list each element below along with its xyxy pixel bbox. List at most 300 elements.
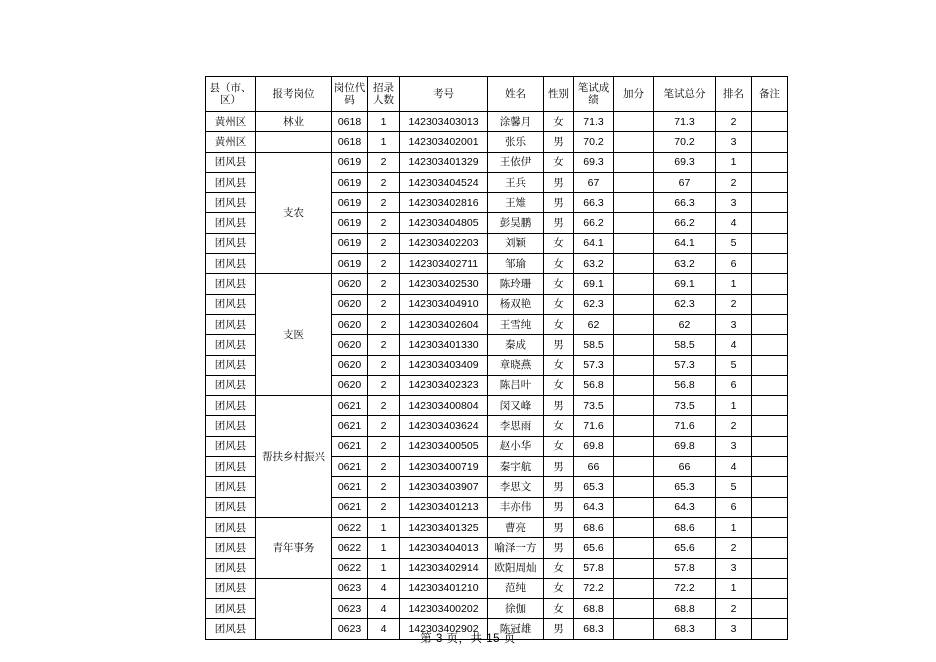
cell-total-score: 64.1 xyxy=(654,233,716,253)
cell-quota: 4 xyxy=(368,619,400,639)
cell-written-score: 65.6 xyxy=(574,538,614,558)
cell-bonus xyxy=(614,497,654,517)
column-header-remark: 备注 xyxy=(752,77,788,112)
cell-county: 团风县 xyxy=(206,233,256,253)
cell-post-code: 0621 xyxy=(332,436,368,456)
cell-remark xyxy=(752,375,788,395)
cell-gender: 男 xyxy=(544,497,574,517)
cell-remark xyxy=(752,172,788,192)
cell-county: 团风县 xyxy=(206,538,256,558)
cell-post-code: 0620 xyxy=(332,375,368,395)
cell-post-code: 0622 xyxy=(332,558,368,578)
exam-results-table xyxy=(205,76,788,640)
cell-bonus xyxy=(614,538,654,558)
cell-county: 团风县 xyxy=(206,294,256,314)
cell-name: 丰亦伟 xyxy=(488,497,544,517)
cell-rank: 2 xyxy=(716,112,752,132)
cell-bonus xyxy=(614,477,654,497)
cell-bonus xyxy=(614,599,654,619)
cell-bonus xyxy=(614,335,654,355)
cell-post-code: 0621 xyxy=(332,416,368,436)
cell-county: 团风县 xyxy=(206,599,256,619)
cell-rank: 4 xyxy=(716,213,752,233)
cell-total-score: 69.3 xyxy=(654,152,716,172)
cell-written-score: 62.3 xyxy=(574,294,614,314)
cell-post-code: 0621 xyxy=(332,457,368,477)
cell-name: 刘颖 xyxy=(488,233,544,253)
cell-rank: 4 xyxy=(716,457,752,477)
cell-total-score: 69.8 xyxy=(654,436,716,456)
cell-written-score: 71.3 xyxy=(574,112,614,132)
cell-remark xyxy=(752,294,788,314)
cell-county: 团风县 xyxy=(206,213,256,233)
cell-total-score: 68.6 xyxy=(654,517,716,537)
cell-bonus xyxy=(614,152,654,172)
cell-post-code: 0619 xyxy=(332,233,368,253)
cell-written-score: 71.6 xyxy=(574,416,614,436)
cell-post-code: 0619 xyxy=(332,213,368,233)
column-header-code: 岗位代码 xyxy=(332,77,368,112)
cell-remark xyxy=(752,132,788,152)
column-header-quota: 招录人数 xyxy=(368,77,400,112)
cell-bonus xyxy=(614,132,654,152)
cell-remark xyxy=(752,517,788,537)
cell-name: 章晓燕 xyxy=(488,355,544,375)
cell-gender: 男 xyxy=(544,477,574,497)
cell-written-score: 66.2 xyxy=(574,213,614,233)
cell-gender: 女 xyxy=(544,314,574,334)
cell-total-score: 66.3 xyxy=(654,193,716,213)
cell-total-score: 66 xyxy=(654,457,716,477)
cell-quota: 1 xyxy=(368,112,400,132)
cell-exam-number: 142303402816 xyxy=(400,193,488,213)
cell-county: 团风县 xyxy=(206,578,256,598)
cell-county: 黄州区 xyxy=(206,112,256,132)
cell-county: 团风县 xyxy=(206,477,256,497)
cell-total-score: 58.5 xyxy=(654,335,716,355)
cell-gender: 女 xyxy=(544,416,574,436)
cell-rank: 1 xyxy=(716,274,752,294)
cell-county: 团风县 xyxy=(206,619,256,639)
cell-quota: 2 xyxy=(368,233,400,253)
cell-written-score: 69.8 xyxy=(574,436,614,456)
cell-post-code: 0623 xyxy=(332,578,368,598)
cell-quota: 1 xyxy=(368,558,400,578)
cell-gender: 男 xyxy=(544,517,574,537)
cell-county: 团风县 xyxy=(206,254,256,274)
column-header-exam-number: 考号 xyxy=(400,77,488,112)
cell-name: 喻泽一方 xyxy=(488,538,544,558)
cell-exam-number: 142303403624 xyxy=(400,416,488,436)
cell-gender: 男 xyxy=(544,457,574,477)
cell-total-score: 56.8 xyxy=(654,375,716,395)
cell-quota: 2 xyxy=(368,396,400,416)
column-header-post: 报考岗位 xyxy=(256,77,332,112)
cell-exam-number: 142303402323 xyxy=(400,375,488,395)
cell-written-score: 66.3 xyxy=(574,193,614,213)
column-header-written-score: 笔试成绩 xyxy=(574,77,614,112)
cell-exam-number: 142303400719 xyxy=(400,457,488,477)
cell-written-score: 68.3 xyxy=(574,619,614,639)
cell-post: 林业 xyxy=(256,112,332,132)
cell-remark xyxy=(752,457,788,477)
cell-total-score: 63.2 xyxy=(654,254,716,274)
cell-exam-number: 142303402203 xyxy=(400,233,488,253)
cell-rank: 3 xyxy=(716,436,752,456)
cell-total-score: 71.3 xyxy=(654,112,716,132)
cell-exam-number: 142303403409 xyxy=(400,355,488,375)
cell-county: 黄州区 xyxy=(206,132,256,152)
cell-remark xyxy=(752,335,788,355)
cell-county: 团风县 xyxy=(206,335,256,355)
cell-post-code: 0619 xyxy=(332,254,368,274)
cell-gender: 男 xyxy=(544,335,574,355)
cell-quota: 1 xyxy=(368,517,400,537)
cell-gender: 女 xyxy=(544,436,574,456)
cell-quota: 2 xyxy=(368,294,400,314)
cell-total-score: 71.6 xyxy=(654,416,716,436)
cell-post-code: 0620 xyxy=(332,355,368,375)
cell-post-code: 0622 xyxy=(332,538,368,558)
cell-post-code: 0619 xyxy=(332,172,368,192)
table-row xyxy=(206,396,788,416)
cell-county: 团风县 xyxy=(206,416,256,436)
cell-quota: 2 xyxy=(368,477,400,497)
cell-name: 张乐 xyxy=(488,132,544,152)
cell-post-code: 0623 xyxy=(332,599,368,619)
cell-written-score: 57.8 xyxy=(574,558,614,578)
column-header-bonus: 加分 xyxy=(614,77,654,112)
cell-remark xyxy=(752,233,788,253)
cell-county: 团风县 xyxy=(206,436,256,456)
cell-written-score: 58.5 xyxy=(574,335,614,355)
cell-bonus xyxy=(614,274,654,294)
table-row xyxy=(206,578,788,598)
cell-rank: 2 xyxy=(716,538,752,558)
cell-post-code: 0620 xyxy=(332,314,368,334)
cell-post-code: 0621 xyxy=(332,396,368,416)
cell-bonus xyxy=(614,375,654,395)
cell-post: 青年事务 xyxy=(256,517,332,578)
cell-total-score: 62 xyxy=(654,314,716,334)
cell-written-score: 69.3 xyxy=(574,152,614,172)
cell-bonus xyxy=(614,213,654,233)
cell-quota: 2 xyxy=(368,335,400,355)
cell-post-code: 0621 xyxy=(332,477,368,497)
cell-name: 徐伽 xyxy=(488,599,544,619)
cell-total-score: 68.3 xyxy=(654,619,716,639)
column-header-name: 姓名 xyxy=(488,77,544,112)
cell-bonus xyxy=(614,294,654,314)
cell-post-code: 0619 xyxy=(332,193,368,213)
cell-total-score: 70.2 xyxy=(654,132,716,152)
cell-quota: 2 xyxy=(368,254,400,274)
cell-bonus xyxy=(614,416,654,436)
cell-quota: 2 xyxy=(368,375,400,395)
cell-rank: 1 xyxy=(716,578,752,598)
cell-rank: 3 xyxy=(716,558,752,578)
cell-county: 团风县 xyxy=(206,396,256,416)
cell-total-score: 57.8 xyxy=(654,558,716,578)
cell-name: 陈吕叶 xyxy=(488,375,544,395)
cell-name: 欧阳周灿 xyxy=(488,558,544,578)
cell-exam-number: 142303401325 xyxy=(400,517,488,537)
cell-quota: 2 xyxy=(368,274,400,294)
cell-gender: 女 xyxy=(544,152,574,172)
cell-rank: 2 xyxy=(716,416,752,436)
cell-name: 李思雨 xyxy=(488,416,544,436)
table-header-row xyxy=(206,77,788,112)
cell-county: 团风县 xyxy=(206,274,256,294)
cell-gender: 男 xyxy=(544,396,574,416)
cell-name: 彭昊鹏 xyxy=(488,213,544,233)
cell-name: 闵又峰 xyxy=(488,396,544,416)
cell-post-code: 0621 xyxy=(332,497,368,517)
cell-remark xyxy=(752,355,788,375)
cell-exam-number: 142303402530 xyxy=(400,274,488,294)
cell-written-score: 67 xyxy=(574,172,614,192)
cell-written-score: 63.2 xyxy=(574,254,614,274)
cell-quota: 2 xyxy=(368,213,400,233)
cell-rank: 4 xyxy=(716,335,752,355)
cell-exam-number: 142303401210 xyxy=(400,578,488,598)
cell-gender: 男 xyxy=(544,619,574,639)
cell-quota: 2 xyxy=(368,172,400,192)
cell-total-score: 57.3 xyxy=(654,355,716,375)
cell-written-score: 68.6 xyxy=(574,517,614,537)
cell-rank: 6 xyxy=(716,254,752,274)
cell-gender: 男 xyxy=(544,213,574,233)
cell-quota: 1 xyxy=(368,132,400,152)
cell-rank: 5 xyxy=(716,233,752,253)
cell-exam-number: 142303403013 xyxy=(400,112,488,132)
cell-quota: 2 xyxy=(368,314,400,334)
cell-quota: 4 xyxy=(368,578,400,598)
cell-exam-number: 142303401330 xyxy=(400,335,488,355)
cell-exam-number: 142303402902 xyxy=(400,619,488,639)
cell-rank: 6 xyxy=(716,497,752,517)
cell-exam-number: 142303404910 xyxy=(400,294,488,314)
cell-name: 王依伊 xyxy=(488,152,544,172)
cell-name: 王雉 xyxy=(488,193,544,213)
cell-post: 支医 xyxy=(256,274,332,396)
cell-total-score: 69.1 xyxy=(654,274,716,294)
cell-exam-number: 142303400505 xyxy=(400,436,488,456)
cell-total-score: 73.5 xyxy=(654,396,716,416)
cell-quota: 2 xyxy=(368,457,400,477)
cell-bonus xyxy=(614,517,654,537)
table-row xyxy=(206,132,788,152)
cell-quota: 2 xyxy=(368,152,400,172)
column-header-rank: 排名 xyxy=(716,77,752,112)
cell-remark xyxy=(752,477,788,497)
table-row xyxy=(206,517,788,537)
cell-name: 秦宇航 xyxy=(488,457,544,477)
cell-gender: 男 xyxy=(544,193,574,213)
cell-total-score: 68.8 xyxy=(654,599,716,619)
cell-post xyxy=(256,132,332,152)
cell-rank: 3 xyxy=(716,314,752,334)
cell-rank: 5 xyxy=(716,355,752,375)
cell-exam-number: 142303403907 xyxy=(400,477,488,497)
cell-gender: 女 xyxy=(544,599,574,619)
cell-remark xyxy=(752,213,788,233)
cell-remark xyxy=(752,254,788,274)
cell-written-score: 57.3 xyxy=(574,355,614,375)
cell-exam-number: 142303404013 xyxy=(400,538,488,558)
cell-county: 团风县 xyxy=(206,558,256,578)
cell-total-score: 65.3 xyxy=(654,477,716,497)
cell-exam-number: 142303401329 xyxy=(400,152,488,172)
cell-written-score: 62 xyxy=(574,314,614,334)
cell-written-score: 69.1 xyxy=(574,274,614,294)
cell-written-score: 70.2 xyxy=(574,132,614,152)
cell-exam-number: 142303402001 xyxy=(400,132,488,152)
cell-written-score: 65.3 xyxy=(574,477,614,497)
cell-post-code: 0618 xyxy=(332,112,368,132)
cell-remark xyxy=(752,152,788,172)
cell-post-code: 0620 xyxy=(332,274,368,294)
column-header-total-score: 笔试总分 xyxy=(654,77,716,112)
cell-gender: 女 xyxy=(544,294,574,314)
cell-bonus xyxy=(614,558,654,578)
cell-county: 团风县 xyxy=(206,355,256,375)
cell-exam-number: 142303404805 xyxy=(400,213,488,233)
cell-exam-number: 142303401213 xyxy=(400,497,488,517)
cell-bonus xyxy=(614,172,654,192)
cell-remark xyxy=(752,416,788,436)
cell-county: 团风县 xyxy=(206,375,256,395)
table-body xyxy=(206,112,788,640)
cell-bonus xyxy=(614,578,654,598)
cell-name: 杨双艳 xyxy=(488,294,544,314)
cell-rank: 2 xyxy=(716,172,752,192)
cell-rank: 1 xyxy=(716,517,752,537)
cell-bonus xyxy=(614,396,654,416)
cell-remark xyxy=(752,538,788,558)
cell-remark xyxy=(752,396,788,416)
cell-exam-number: 142303402914 xyxy=(400,558,488,578)
cell-total-score: 65.6 xyxy=(654,538,716,558)
cell-name: 王兵 xyxy=(488,172,544,192)
cell-post: 支农 xyxy=(256,152,332,274)
cell-name: 邹瑜 xyxy=(488,254,544,274)
cell-post-code: 0623 xyxy=(332,619,368,639)
cell-quota: 2 xyxy=(368,416,400,436)
cell-remark xyxy=(752,274,788,294)
cell-rank: 2 xyxy=(716,294,752,314)
cell-bonus xyxy=(614,436,654,456)
cell-gender: 女 xyxy=(544,375,574,395)
cell-remark xyxy=(752,112,788,132)
cell-name: 陈玲珊 xyxy=(488,274,544,294)
cell-bonus xyxy=(614,193,654,213)
cell-county: 团风县 xyxy=(206,314,256,334)
cell-bonus xyxy=(614,254,654,274)
cell-rank: 6 xyxy=(716,375,752,395)
cell-post-code: 0618 xyxy=(332,132,368,152)
cell-exam-number: 142303404524 xyxy=(400,172,488,192)
cell-rank: 3 xyxy=(716,619,752,639)
cell-quota: 2 xyxy=(368,436,400,456)
cell-post-code: 0620 xyxy=(332,335,368,355)
cell-name: 李思文 xyxy=(488,477,544,497)
cell-written-score: 64.3 xyxy=(574,497,614,517)
cell-rank: 2 xyxy=(716,599,752,619)
cell-quota: 2 xyxy=(368,355,400,375)
cell-name: 涂馨月 xyxy=(488,112,544,132)
cell-post: 帮扶乡村振兴 xyxy=(256,396,332,518)
cell-county: 团风县 xyxy=(206,193,256,213)
cell-name: 王雪纯 xyxy=(488,314,544,334)
cell-remark xyxy=(752,314,788,334)
cell-written-score: 73.5 xyxy=(574,396,614,416)
cell-exam-number: 142303400804 xyxy=(400,396,488,416)
cell-remark xyxy=(752,436,788,456)
cell-gender: 女 xyxy=(544,254,574,274)
cell-name: 曹亮 xyxy=(488,517,544,537)
cell-written-score: 64.1 xyxy=(574,233,614,253)
cell-total-score: 62.3 xyxy=(654,294,716,314)
cell-county: 团风县 xyxy=(206,517,256,537)
cell-written-score: 56.8 xyxy=(574,375,614,395)
page-footer: 第 3 页，共 15 页 xyxy=(420,633,516,645)
cell-remark xyxy=(752,578,788,598)
cell-exam-number: 142303402711 xyxy=(400,254,488,274)
cell-rank: 1 xyxy=(716,396,752,416)
cell-rank: 3 xyxy=(716,193,752,213)
cell-quota: 2 xyxy=(368,193,400,213)
cell-total-score: 72.2 xyxy=(654,578,716,598)
exam-results-table-container xyxy=(205,76,788,640)
cell-gender: 男 xyxy=(544,172,574,192)
cell-bonus xyxy=(614,112,654,132)
cell-gender: 女 xyxy=(544,112,574,132)
cell-gender: 女 xyxy=(544,233,574,253)
column-header-gender: 性别 xyxy=(544,77,574,112)
cell-quota: 2 xyxy=(368,497,400,517)
cell-written-score: 72.2 xyxy=(574,578,614,598)
cell-gender: 女 xyxy=(544,558,574,578)
cell-total-score: 64.3 xyxy=(654,497,716,517)
cell-bonus xyxy=(614,314,654,334)
cell-gender: 男 xyxy=(544,538,574,558)
cell-remark xyxy=(752,193,788,213)
cell-post-code: 0619 xyxy=(332,152,368,172)
column-header-county: 县（市、区） xyxy=(206,77,256,112)
cell-county: 团风县 xyxy=(206,497,256,517)
cell-remark xyxy=(752,558,788,578)
cell-gender: 女 xyxy=(544,355,574,375)
cell-remark xyxy=(752,599,788,619)
cell-name: 陈冠雄 xyxy=(488,619,544,639)
cell-quota: 1 xyxy=(368,538,400,558)
cell-post-code: 0620 xyxy=(332,294,368,314)
cell-gender: 男 xyxy=(544,132,574,152)
table-row xyxy=(206,274,788,294)
cell-total-score: 66.2 xyxy=(654,213,716,233)
cell-total-score: 67 xyxy=(654,172,716,192)
cell-gender: 女 xyxy=(544,578,574,598)
cell-written-score: 68.8 xyxy=(574,599,614,619)
cell-name: 秦成 xyxy=(488,335,544,355)
cell-county: 团风县 xyxy=(206,152,256,172)
cell-bonus xyxy=(614,457,654,477)
cell-county: 团风县 xyxy=(206,457,256,477)
table-row xyxy=(206,152,788,172)
cell-name: 赵小华 xyxy=(488,436,544,456)
cell-exam-number: 142303400202 xyxy=(400,599,488,619)
